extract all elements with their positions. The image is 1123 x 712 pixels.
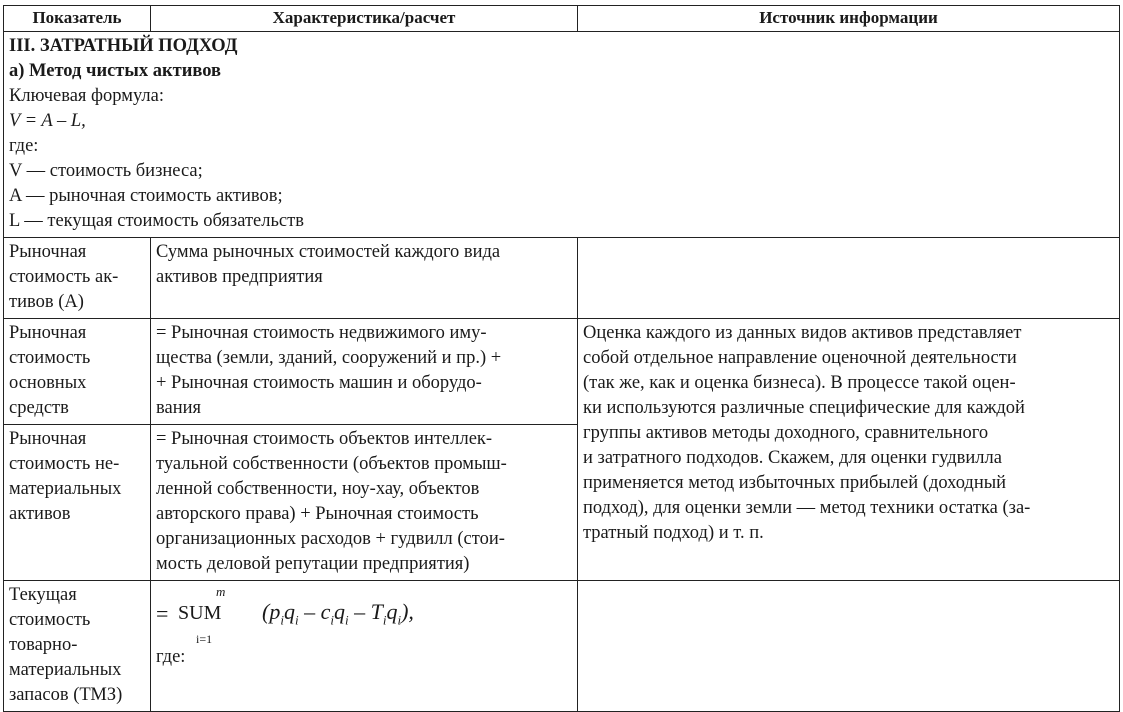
section-subtitle: а) Метод чистых активов [9, 61, 222, 81]
calc-cell [151, 238, 578, 319]
indicator-cell [4, 238, 151, 319]
definition-l: L — текущая стоимость обязательств [9, 211, 304, 231]
header-row [4, 6, 1120, 32]
indicator-line: материальных [9, 660, 122, 680]
source-note-line: тратный подход) и т. п. [583, 523, 764, 543]
indicator-line: стоимость [9, 348, 91, 368]
tmz-formula [156, 583, 572, 646]
calc-line: активов предприятия [156, 267, 323, 287]
indicator-line: средств [9, 398, 69, 418]
calc-cell [151, 319, 578, 425]
source-note-line: ки используются различные специфические для каждой [583, 398, 1025, 418]
calc-line: + Рыночная стоимость машин и оборудо- [156, 373, 482, 393]
indicator-line: запасов (ТМЗ) [9, 685, 123, 705]
where-label: где: [9, 136, 39, 156]
formula-intro: Ключевая формула: [9, 86, 164, 106]
table-row [4, 319, 1120, 425]
calc-line: туальной собственности (объектов промыш- [156, 454, 507, 474]
section-cell [4, 32, 1120, 238]
indicator-line: Рыночная [9, 323, 87, 343]
indicator-line: материальных [9, 479, 122, 499]
source-note-cell [578, 319, 1120, 581]
formula-equals: = [156, 601, 169, 626]
section-title: III. ЗАТРАТНЫЙ ПОДХОД [9, 36, 238, 56]
table-row [4, 238, 1120, 319]
indicator-cell [4, 581, 151, 712]
formula-sum: SUM [178, 602, 222, 624]
calc-line: авторского права) + Рыночная стоимость [156, 504, 479, 524]
calc-line: Сумма рыночных стоимостей каждого вида [156, 242, 501, 262]
header-calculation: Характеристика/расчет [151, 6, 578, 32]
indicator-cell [4, 425, 151, 581]
calc-cell [151, 581, 578, 712]
indicator-line: Текущая [9, 585, 77, 605]
calc-cell [151, 425, 578, 581]
indicator-line: стоимость [9, 610, 91, 630]
indicator-line: товарно- [9, 635, 78, 655]
source-note-line: группы активов методы доходного, сравнительного [583, 423, 989, 443]
indicator-line: стоимость не- [9, 454, 120, 474]
header-source: Источник информации [578, 6, 1120, 32]
source-note-line: (так же, как и оценка бизнеса). В процессе такой оцен- [583, 373, 1016, 393]
definition-a: A — рыночная стоимость активов; [9, 186, 283, 206]
calc-line: = Рыночная стоимость объектов интеллек- [156, 429, 493, 449]
source-note-line: подход), для оценки земли — метод техники остатка (за- [583, 498, 1031, 518]
formula-lower-limit: i=1 [196, 632, 213, 646]
header-indicator: Показатель [4, 6, 151, 32]
indicator-line: Рыночная [9, 429, 87, 449]
indicator-line: Рыночная [9, 242, 87, 262]
indicator-line: активов [9, 504, 71, 524]
where-label: где: [156, 647, 186, 667]
calc-line: ленной собственности, ноу-хау, объектов [156, 479, 480, 499]
indicator-line: основных [9, 373, 87, 393]
indicator-cell [4, 319, 151, 425]
table-row [4, 581, 1120, 712]
indicator-line: стоимость ак- [9, 267, 119, 287]
source-cell-empty [578, 581, 1120, 712]
indicator-line: тивов (A) [9, 292, 84, 312]
calc-line: мость деловой репутации предприятия) [156, 554, 470, 574]
formula-upper-limit: m [216, 584, 226, 599]
source-cell-empty [578, 238, 1120, 319]
source-note-line: Оценка каждого из данных видов активов представляет [583, 323, 1022, 343]
source-note-line: и затратного подходов. Скажем, для оценки гудвилла [583, 448, 1002, 468]
definition-v: V — стоимость бизнеса; [9, 161, 203, 181]
valuation-table [3, 5, 1120, 712]
calc-line: вания [156, 398, 202, 418]
section-row [4, 32, 1120, 238]
calc-line: организационных расходов + гудвилл (стои- [156, 529, 505, 549]
key-formula: V = A – L, [9, 111, 86, 131]
formula-body: $(p_iq_i - c_iq_i - T_iq_i)$, [262, 599, 414, 628]
calc-line: = Рыночная стоимость недвижимого иму- [156, 323, 487, 343]
calc-line: щества (земли, зданий, сооружений и пр.) + [156, 348, 502, 368]
source-note-line: применяется метод избыточных прибылей (доходный [583, 473, 1007, 493]
source-note-line: собой отдельное направление оценочной деятельности [583, 348, 1017, 368]
